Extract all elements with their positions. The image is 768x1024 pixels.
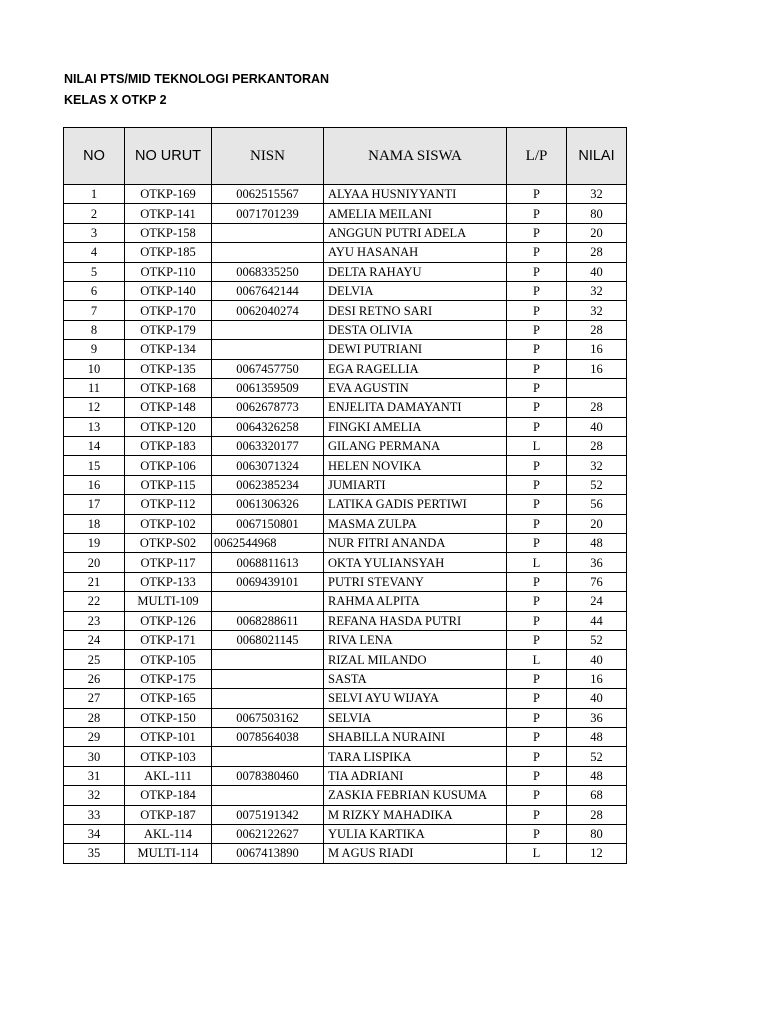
cell-nilai: 36 [567,553,627,572]
table-row [64,611,627,630]
header-nisn: NISN [212,128,324,185]
table-row [64,514,627,533]
table-row [64,844,627,863]
cell-no-urut: OTKP-141 [125,204,212,223]
cell-nisn: 0067150801 [212,514,324,533]
cell-no-urut: OTKP-184 [125,786,212,805]
cell-nilai: 32 [567,281,627,300]
table-row [64,437,627,456]
table-row [64,650,627,669]
cell-no: 26 [64,669,125,688]
cell-nama-siswa: PUTRI STEVANY [324,572,507,591]
cell-nama-siswa: MASMA ZULPA [324,514,507,533]
cell-no-urut: OTKP-175 [125,669,212,688]
cell-nisn [212,786,324,805]
cell-lp: P [507,475,567,494]
cell-nisn: 0061306326 [212,495,324,514]
cell-no: 7 [64,301,125,320]
table-row [64,572,627,591]
cell-no: 20 [64,553,125,572]
cell-no: 12 [64,398,125,417]
cell-lp: P [507,534,567,553]
cell-no: 28 [64,708,125,727]
cell-lp: P [507,669,567,688]
cell-no-urut: OTKP-134 [125,340,212,359]
cell-nama-siswa: NUR FITRI ANANDA [324,534,507,553]
cell-nisn [212,243,324,262]
cell-nisn: 0062678773 [212,398,324,417]
cell-nama-siswa: AYU HASANAH [324,243,507,262]
cell-nisn: 0068335250 [212,262,324,281]
cell-nilai: 24 [567,592,627,611]
cell-nilai: 40 [567,650,627,669]
cell-nisn: 0067413890 [212,844,324,863]
table-row [64,185,627,204]
cell-nilai: 52 [567,630,627,649]
cell-nama-siswa: REFANA HASDA PUTRI [324,611,507,630]
cell-nama-siswa: TIA ADRIANI [324,766,507,785]
cell-no-urut: OTKP-183 [125,437,212,456]
cell-no-urut: OTKP-187 [125,805,212,824]
cell-no: 6 [64,281,125,300]
cell-lp: P [507,805,567,824]
cell-nama-siswa: DESI RETNO SARI [324,301,507,320]
cell-no: 14 [64,437,125,456]
cell-nilai: 44 [567,611,627,630]
table-row [64,281,627,300]
cell-no-urut: OTKP-126 [125,611,212,630]
cell-no: 10 [64,359,125,378]
table-row [64,592,627,611]
cell-no-urut: OTKP-102 [125,514,212,533]
cell-nama-siswa: RAHMA ALPITA [324,592,507,611]
cell-nama-siswa: ALYAA HUSNIYYANTI [324,185,507,204]
cell-nama-siswa: SASTA [324,669,507,688]
cell-nama-siswa: TARA LISPIKA [324,747,507,766]
cell-nama-siswa: DESTA OLIVIA [324,320,507,339]
cell-nilai: 16 [567,340,627,359]
cell-no-urut: OTKP-117 [125,553,212,572]
cell-nisn: 0062544968 [212,534,324,553]
cell-lp: P [507,340,567,359]
cell-nilai: 76 [567,572,627,591]
cell-no: 8 [64,320,125,339]
cell-lp: P [507,204,567,223]
cell-no: 22 [64,592,125,611]
cell-lp: P [507,824,567,843]
cell-no-urut: OTKP-110 [125,262,212,281]
cell-nama-siswa: DELTA RAHAYU [324,262,507,281]
cell-nisn [212,340,324,359]
cell-no-urut: OTKP-133 [125,572,212,591]
cell-lp: P [507,301,567,320]
cell-lp: P [507,320,567,339]
cell-no: 34 [64,824,125,843]
cell-no-urut: AKL-111 [125,766,212,785]
cell-nisn: 0068811613 [212,553,324,572]
table-row [64,378,627,397]
cell-nama-siswa: LATIKA GADIS PERTIWI [324,495,507,514]
table-row [64,262,627,281]
cell-nisn: 0062040274 [212,301,324,320]
table-row [64,766,627,785]
grades-table [63,127,627,864]
cell-no: 9 [64,340,125,359]
cell-nisn [212,689,324,708]
cell-nisn: 0062122627 [212,824,324,843]
cell-no-urut: OTKP-165 [125,689,212,708]
cell-nisn: 0078380460 [212,766,324,785]
cell-nisn: 0069439101 [212,572,324,591]
cell-nisn: 0068288611 [212,611,324,630]
cell-nama-siswa: SHABILLA NURAINI [324,727,507,746]
cell-no: 11 [64,378,125,397]
cell-lp: P [507,572,567,591]
header-no-urut: NO URUT [125,128,212,185]
cell-lp: L [507,844,567,863]
table-header-row [64,128,627,185]
table-row [64,398,627,417]
cell-nilai: 80 [567,204,627,223]
cell-nisn [212,320,324,339]
cell-lp: P [507,456,567,475]
cell-nama-siswa: FINGKI AMELIA [324,417,507,436]
cell-nilai [567,378,627,397]
cell-nama-siswa: ANGGUN PUTRI ADELA [324,223,507,242]
table-row [64,301,627,320]
cell-no: 19 [64,534,125,553]
table-row [64,689,627,708]
cell-nisn: 0067457750 [212,359,324,378]
cell-lp: L [507,553,567,572]
cell-no-urut: OTKP-185 [125,243,212,262]
cell-nilai: 52 [567,747,627,766]
cell-nilai: 28 [567,805,627,824]
cell-nilai: 32 [567,456,627,475]
cell-no-urut: OTKP-101 [125,727,212,746]
table-row [64,747,627,766]
table-row [64,243,627,262]
cell-no: 30 [64,747,125,766]
cell-nisn: 0067503162 [212,708,324,727]
table-row [64,223,627,242]
cell-lp: P [507,630,567,649]
table-row [64,824,627,843]
cell-no: 35 [64,844,125,863]
cell-nisn: 0062515567 [212,185,324,204]
cell-nilai: 36 [567,708,627,727]
cell-lp: L [507,650,567,669]
cell-nilai: 52 [567,475,627,494]
cell-nama-siswa: EGA RAGELLIA [324,359,507,378]
cell-nama-siswa: ZASKIA FEBRIAN KUSUMA [324,786,507,805]
cell-no-urut: MULTI-109 [125,592,212,611]
table-row [64,708,627,727]
cell-nilai: 40 [567,689,627,708]
cell-no-urut: OTKP-179 [125,320,212,339]
cell-lp: P [507,359,567,378]
cell-nilai: 32 [567,185,627,204]
document-title: NILAI PTS/MID TEKNOLOGI PERKANTORAN [64,72,330,86]
cell-lp: P [507,262,567,281]
table-row [64,727,627,746]
cell-lp: P [507,786,567,805]
cell-lp: P [507,766,567,785]
cell-no-urut: OTKP-135 [125,359,212,378]
cell-nisn: 0068021145 [212,630,324,649]
cell-lp: P [507,495,567,514]
cell-no-urut: OTKP-140 [125,281,212,300]
cell-nama-siswa: YULIA KARTIKA [324,824,507,843]
cell-nisn: 0062385234 [212,475,324,494]
cell-nilai: 12 [567,844,627,863]
cell-nilai: 20 [567,223,627,242]
cell-nilai: 56 [567,495,627,514]
header-no: NO [64,128,125,185]
cell-no-urut: AKL-114 [125,824,212,843]
cell-nama-siswa: M RIZKY MAHADIKA [324,805,507,824]
cell-nilai: 16 [567,669,627,688]
cell-no: 17 [64,495,125,514]
class-subtitle: KELAS X OTKP 2 [64,93,167,107]
cell-nisn: 0078564038 [212,727,324,746]
cell-nama-siswa: AMELIA MEILANI [324,204,507,223]
cell-nilai: 48 [567,766,627,785]
header-lp: L/P [507,128,567,185]
cell-nama-siswa: DEWI PUTRIANI [324,340,507,359]
table-row [64,320,627,339]
cell-no: 5 [64,262,125,281]
cell-no-urut: OTKP-115 [125,475,212,494]
cell-lp: P [507,417,567,436]
cell-nama-siswa: JUMIARTI [324,475,507,494]
cell-nilai: 40 [567,262,627,281]
cell-lp: P [507,514,567,533]
cell-lp: L [507,437,567,456]
cell-no-urut: OTKP-S02 [125,534,212,553]
table-row [64,669,627,688]
cell-no: 1 [64,185,125,204]
cell-nilai: 16 [567,359,627,378]
cell-lp: P [507,747,567,766]
cell-nama-siswa: SELVIA [324,708,507,727]
table-row [64,475,627,494]
cell-no: 24 [64,630,125,649]
cell-nilai: 48 [567,534,627,553]
cell-no: 21 [64,572,125,591]
cell-no-urut: OTKP-103 [125,747,212,766]
cell-no: 16 [64,475,125,494]
cell-no: 27 [64,689,125,708]
cell-nama-siswa: ENJELITA DAMAYANTI [324,398,507,417]
cell-nama-siswa: RIVA LENA [324,630,507,649]
cell-no: 4 [64,243,125,262]
cell-no-urut: OTKP-106 [125,456,212,475]
cell-nisn: 0071701239 [212,204,324,223]
cell-nisn: 0063320177 [212,437,324,456]
cell-nama-siswa: DELVIA [324,281,507,300]
cell-nilai: 28 [567,437,627,456]
cell-no-urut: OTKP-168 [125,378,212,397]
cell-no: 31 [64,766,125,785]
cell-nisn: 0067642144 [212,281,324,300]
cell-nilai: 48 [567,727,627,746]
cell-nilai: 28 [567,320,627,339]
cell-nisn: 0061359509 [212,378,324,397]
cell-nama-siswa: EVA AGUSTIN [324,378,507,397]
table-row [64,630,627,649]
cell-nisn: 0075191342 [212,805,324,824]
cell-no: 3 [64,223,125,242]
cell-nisn [212,747,324,766]
table-row [64,417,627,436]
cell-nilai: 28 [567,398,627,417]
table-row [64,456,627,475]
cell-no: 23 [64,611,125,630]
cell-nilai: 80 [567,824,627,843]
cell-no-urut: OTKP-112 [125,495,212,514]
cell-lp: P [507,223,567,242]
cell-nama-siswa: SELVI AYU WIJAYA [324,689,507,708]
cell-lp: P [507,592,567,611]
cell-lp: P [507,727,567,746]
cell-no-urut: OTKP-148 [125,398,212,417]
cell-nama-siswa: GILANG PERMANA [324,437,507,456]
cell-nisn [212,650,324,669]
cell-nisn [212,223,324,242]
cell-no: 2 [64,204,125,223]
cell-nama-siswa: RIZAL MILANDO [324,650,507,669]
cell-no: 15 [64,456,125,475]
cell-nisn: 0063071324 [212,456,324,475]
cell-lp: P [507,185,567,204]
cell-nama-siswa: HELEN NOVIKA [324,456,507,475]
cell-nisn [212,669,324,688]
table-row [64,786,627,805]
cell-no: 32 [64,786,125,805]
cell-nilai: 68 [567,786,627,805]
cell-no-urut: OTKP-105 [125,650,212,669]
cell-lp: P [507,281,567,300]
table-row [64,534,627,553]
cell-no-urut: OTKP-158 [125,223,212,242]
cell-no: 25 [64,650,125,669]
header-nilai: NILAI [567,128,627,185]
table-row [64,359,627,378]
table-row [64,805,627,824]
cell-no-urut: OTKP-169 [125,185,212,204]
cell-lp: P [507,398,567,417]
table-row [64,340,627,359]
cell-lp: P [507,689,567,708]
cell-no-urut: OTKP-170 [125,301,212,320]
cell-no-urut: OTKP-120 [125,417,212,436]
cell-no: 13 [64,417,125,436]
cell-no: 33 [64,805,125,824]
table-row [64,553,627,572]
cell-no-urut: OTKP-171 [125,630,212,649]
table-row [64,495,627,514]
cell-no: 18 [64,514,125,533]
header-nama-siswa: NAMA SISWA [324,128,507,185]
cell-nilai: 40 [567,417,627,436]
cell-no-urut: MULTI-114 [125,844,212,863]
cell-nilai: 32 [567,301,627,320]
cell-nisn: 0064326258 [212,417,324,436]
cell-nama-siswa: OKTA YULIANSYAH [324,553,507,572]
cell-nisn [212,592,324,611]
cell-lp: P [507,611,567,630]
cell-nilai: 20 [567,514,627,533]
cell-lp: P [507,378,567,397]
cell-nama-siswa: M AGUS RIADI [324,844,507,863]
cell-lp: P [507,708,567,727]
cell-nilai: 28 [567,243,627,262]
cell-lp: P [507,243,567,262]
cell-no-urut: OTKP-150 [125,708,212,727]
cell-no: 29 [64,727,125,746]
table-row [64,204,627,223]
